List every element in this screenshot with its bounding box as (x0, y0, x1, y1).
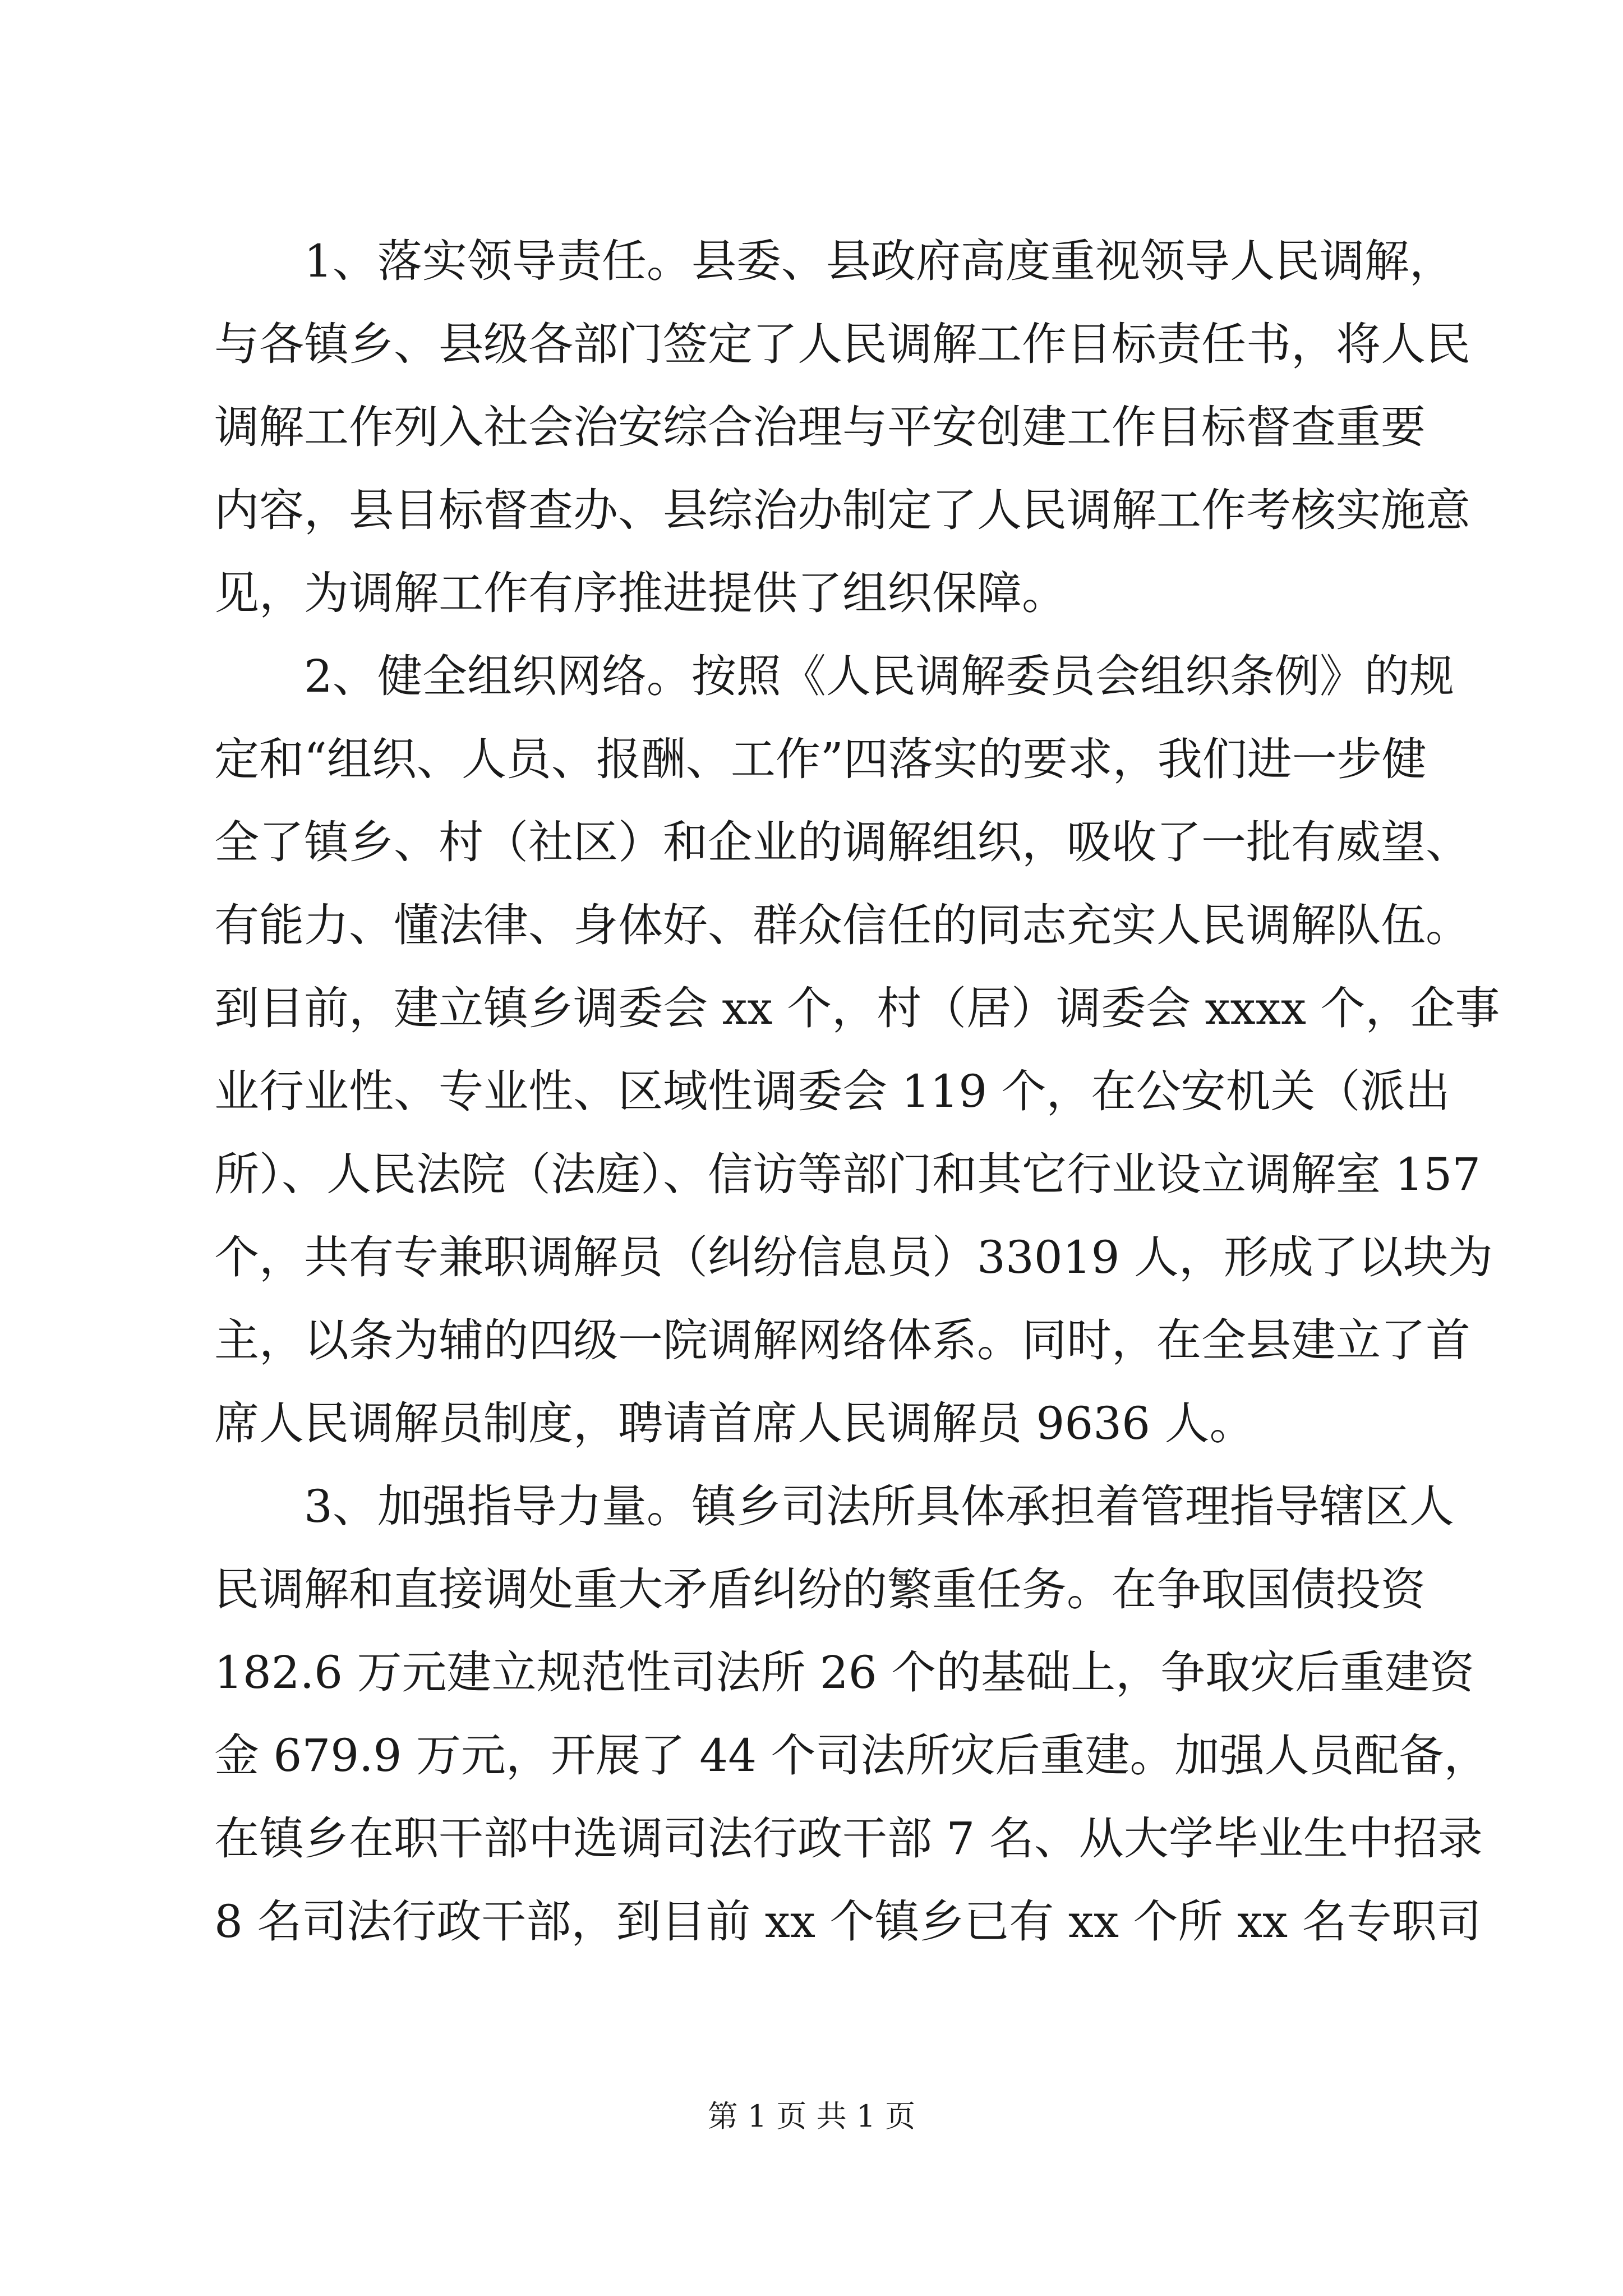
text-line: 席人民调解员制度，聘请首席人民调解员 9636 人。 (214, 1397, 1255, 1450)
text-line: 内容，县目标督查办、县综治办制定了人民调解工作考核实施意 (214, 484, 1470, 536)
text-line: 所）、人民法院（法庭）、信访等部门和其它行业设立调解室 157 (214, 1148, 1481, 1200)
text-line: 民调解和直接调处重大矛盾纠纷的繁重任务。在争取国债投资 (214, 1563, 1426, 1616)
text-line: 2、健全组织网络。按照《人民调解委员会组织条例》的规 (304, 650, 1454, 702)
text-line: 金 679.9 万元，开展了 44 个司法所灾后重建。加强人员配备， (214, 1729, 1489, 1782)
text-line: 全了镇乡、村（社区）和企业的调解组织，吸收了一批有威望、 (214, 816, 1470, 868)
text-line: 到目前，建立镇乡调委会 xx 个，村（居）调委会 xxxx 个，企事 (214, 982, 1500, 1034)
text-line: 与各镇乡、县级各部门签定了人民调解工作目标责任书，将人民 (214, 318, 1470, 370)
text-line: 3、加强指导力量。镇乡司法所具体承担着管理指导辖区人 (304, 1480, 1454, 1533)
text-line: 定和“组织、人员、报酬、工作”四落实的要求，我们进一步健 (214, 733, 1427, 785)
text-line: 见，为调解工作有序推进提供了组织保障。 (214, 567, 1067, 619)
text-line: 主，以条为辅的四级一院调解网络体系。同时，在全县建立了首 (214, 1314, 1470, 1366)
text-line: 182.6 万元建立规范性司法所 26 个的基础上，争取灾后重建资 (214, 1646, 1475, 1699)
text-line: 调解工作列入社会治安综合治理与平安创建工作目标督查重要 (214, 401, 1426, 453)
text-line: 有能力、懂法律、身体好、群众信任的同志充实人民调解队伍。 (214, 899, 1470, 951)
page-number-label: 第 1 页 共 1 页 (707, 2099, 916, 2134)
paragraph-3 (214, 1465, 1489, 1963)
paragraph-1 (214, 220, 1470, 635)
text-line: 业行业性、专业性、区域性调委会 119 个，在公安机关（派出 (214, 1065, 1450, 1117)
page-footer (0, 2097, 1623, 2136)
text-line: 1、落实领导责任。县委、县政府高度重视领导人民调解， (304, 235, 1454, 287)
text-line: 8 名司法行政干部，到目前 xx 个镇乡已有 xx 个所 xx 名专职司 (214, 1895, 1482, 1948)
text-line: 在镇乡在职干部中选调司法行政干部 7 名、从大学毕业生中招录 (214, 1812, 1483, 1865)
document-body (214, 220, 1500, 1963)
text-line: 个，共有专兼职调解员（纠纷信息员）33019 人，形成了以块为 (214, 1231, 1493, 1283)
paragraph-2 (214, 635, 1500, 1465)
